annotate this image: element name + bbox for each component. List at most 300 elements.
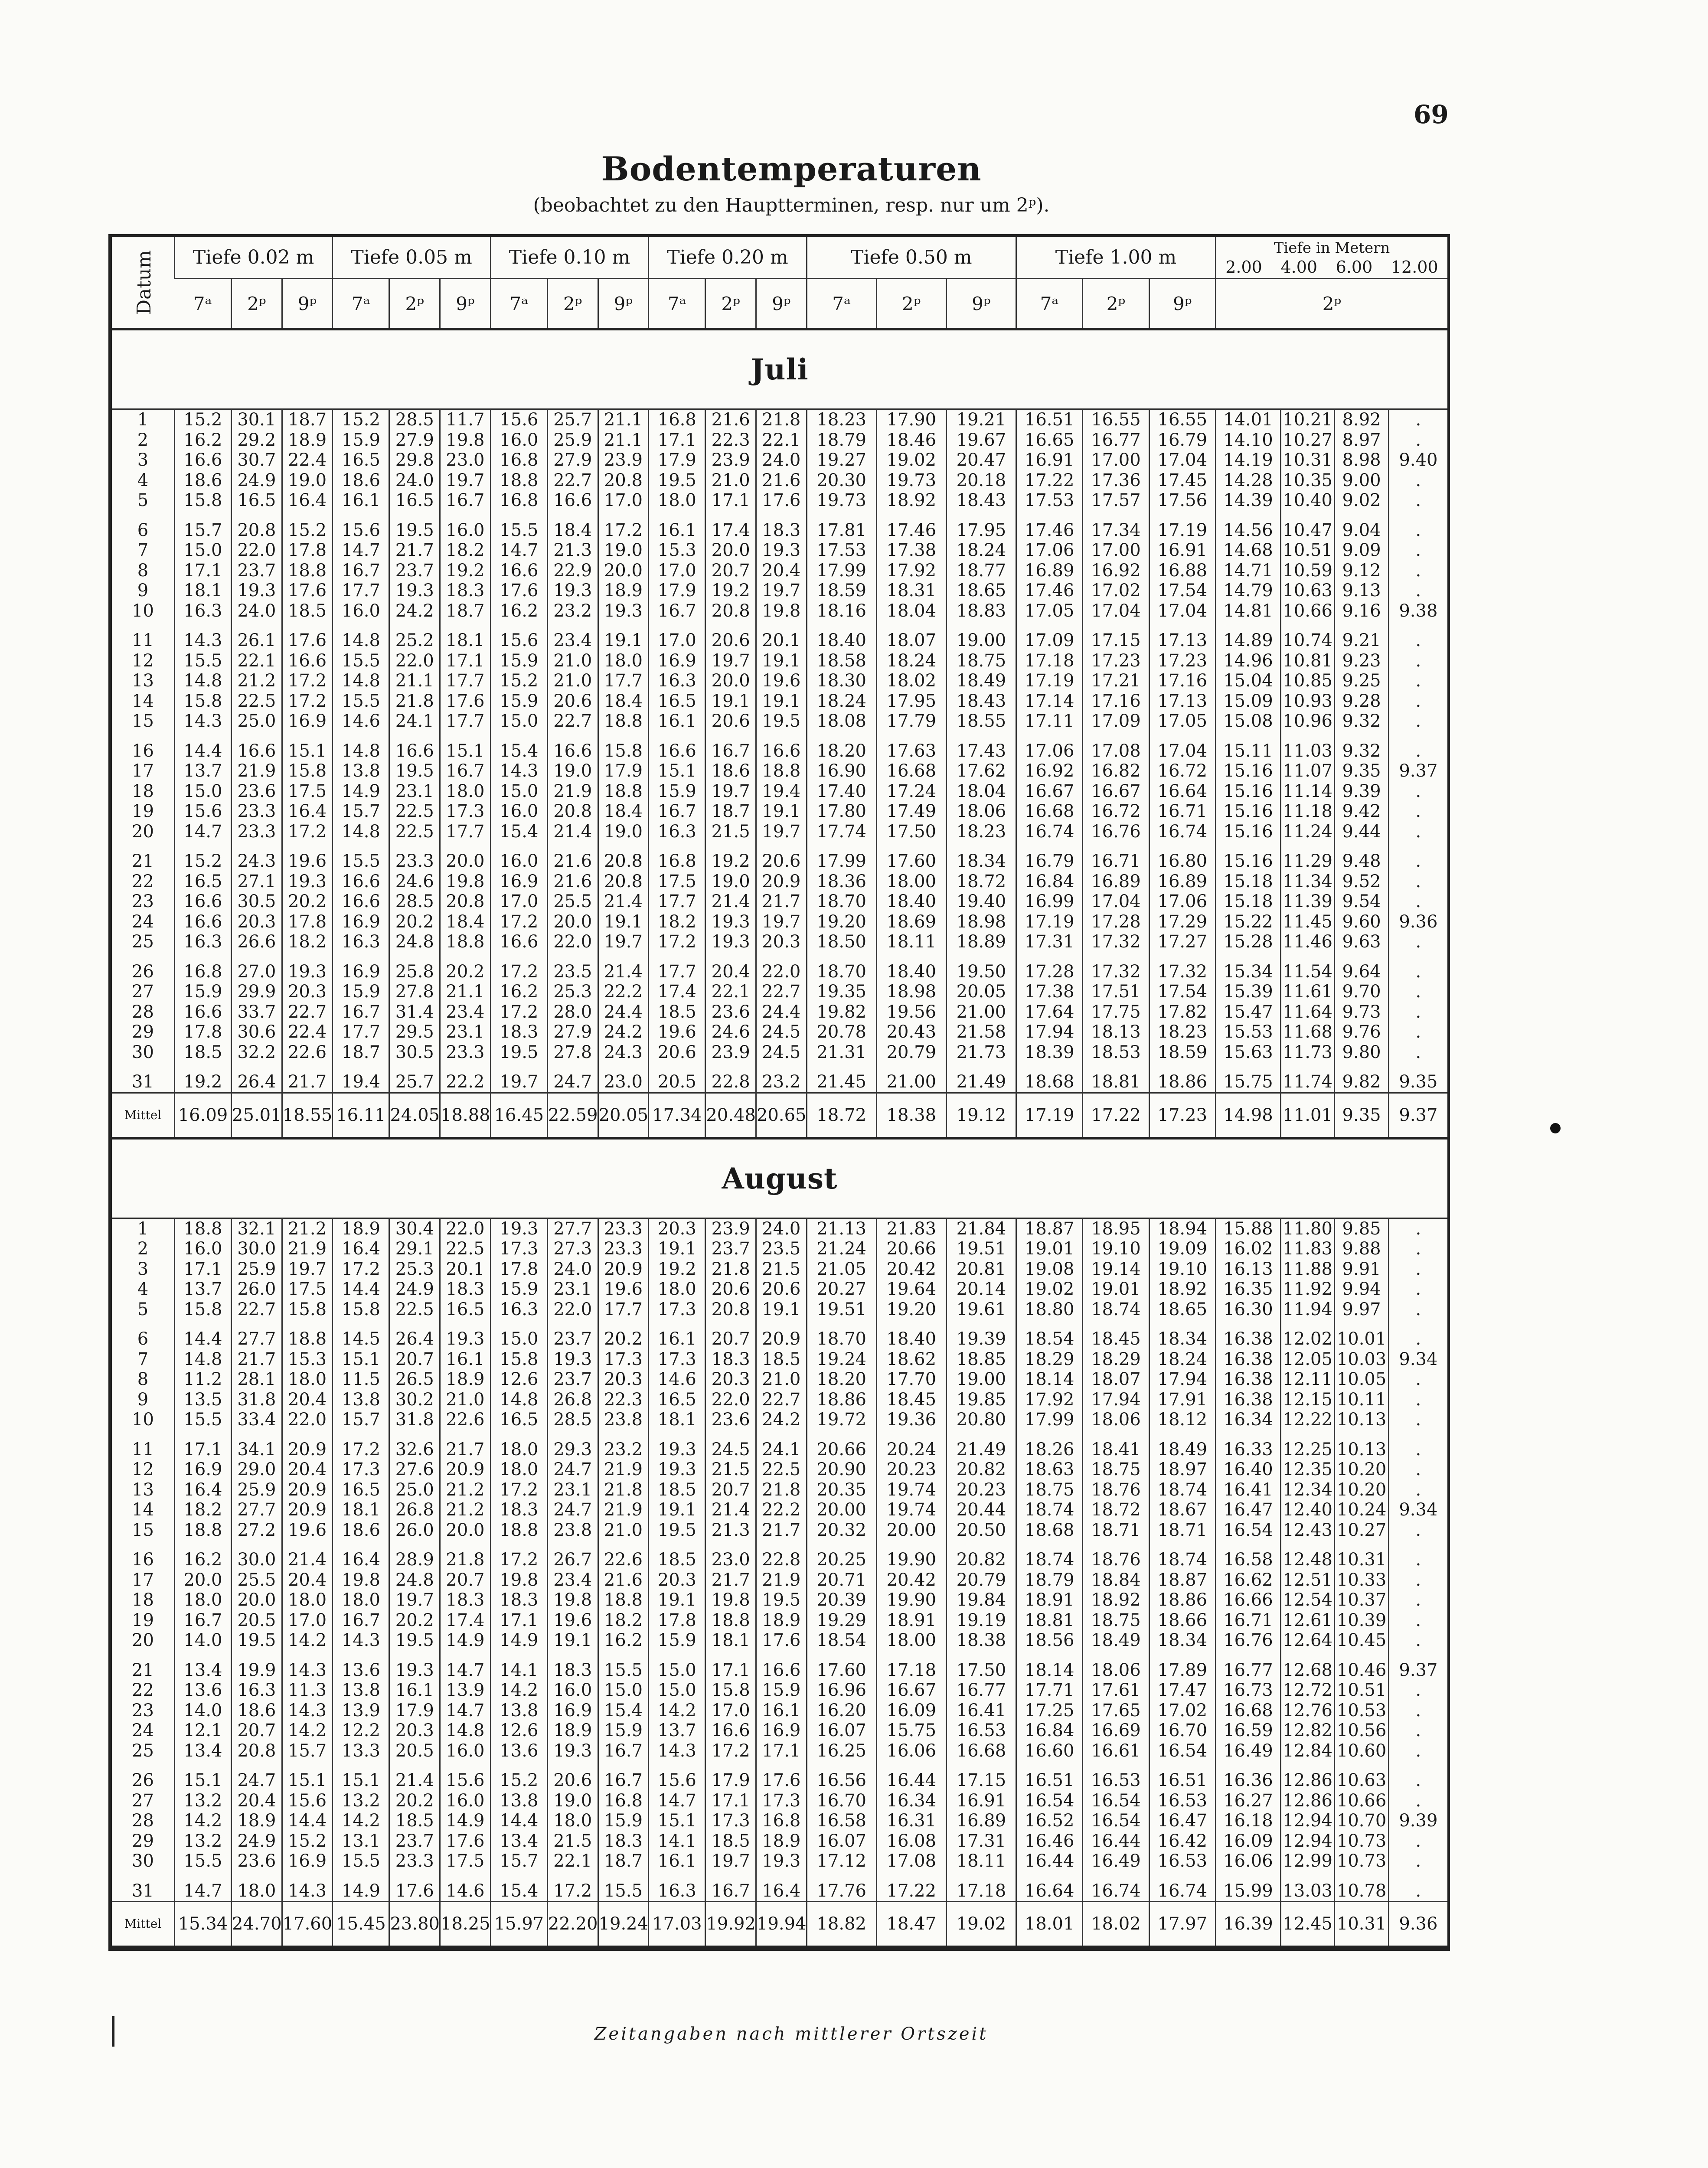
day-cell: 17 — [132, 761, 154, 781]
temp-cell: 18.8 — [598, 711, 649, 731]
temp-cell: 24.5 — [756, 1022, 807, 1042]
temp-cell: 17.56 — [1149, 490, 1215, 511]
deep-temp-cell: 15.04 — [1215, 671, 1280, 691]
deep-temp-cell: 9.88 — [1335, 1239, 1388, 1259]
temp-cell: 19.8 — [705, 1590, 756, 1610]
temp-cell: 18.3 — [756, 511, 807, 541]
deep-temp-cell: 11.29 — [1280, 842, 1334, 872]
temp-cell: 17.7 — [649, 952, 705, 982]
temp-cell: 16.4 — [333, 1239, 389, 1259]
temp-cell: 15.5 — [333, 1851, 389, 1871]
temp-cell: 18.63 — [1016, 1459, 1082, 1480]
temp-cell: 13.6 — [174, 1680, 231, 1701]
temp-cell: 19.19 — [946, 1610, 1016, 1631]
temp-cell: 25.9 — [232, 1259, 282, 1280]
table-row — [112, 1540, 1447, 1570]
temp-cell: 18.84 — [1083, 1570, 1149, 1590]
temp-cell: 16.44 — [876, 1761, 946, 1791]
temp-cell: 21.4 — [705, 1500, 756, 1520]
temp-cell: 21.8 — [440, 1540, 491, 1570]
temp-cell: 18.3 — [490, 1022, 547, 1042]
temp-cell: 21.9 — [232, 761, 282, 781]
temp-cell: 23.4 — [440, 1002, 491, 1022]
temp-cell: 18.62 — [876, 1349, 946, 1370]
temp-cell: 13.9 — [440, 1680, 491, 1701]
temp-cell: 18.4 — [440, 912, 491, 932]
temp-cell: 22.2 — [598, 982, 649, 1002]
temp-cell: 17.1 — [649, 430, 705, 451]
temp-cell: 27.9 — [547, 1022, 598, 1042]
temp-cell: 22.7 — [547, 470, 598, 491]
day-cell: 16 — [132, 741, 154, 761]
temp-cell: 27.8 — [389, 982, 440, 1002]
deep-temp-cell: . — [1388, 1540, 1447, 1570]
temp-cell: 17.90 — [876, 409, 946, 430]
table-row — [112, 651, 1447, 671]
deep-temp-cell: 15.88 — [1215, 1218, 1280, 1239]
deep-temp-cell: 12.48 — [1280, 1540, 1334, 1570]
temp-cell: 16.8 — [649, 409, 705, 430]
temp-cell: 18.6 — [333, 470, 389, 491]
day-cell: 27 — [132, 982, 154, 1002]
temp-cell: 23.0 — [440, 450, 491, 470]
temp-cell: 20.25 — [807, 1540, 876, 1570]
temp-cell: 21.1 — [389, 671, 440, 691]
temp-cell: 19.4 — [333, 1062, 389, 1093]
deep-temp-cell: . — [1388, 430, 1447, 451]
temp-cell: 18.36 — [807, 872, 876, 892]
temp-cell: 15.9 — [490, 1279, 547, 1299]
temp-cell: 21.6 — [705, 409, 756, 430]
temp-cell: 16.74 — [1083, 1871, 1149, 1902]
deep-temp-cell: 16.54 — [1215, 1520, 1280, 1541]
table-row — [112, 1349, 1447, 1370]
table-row — [112, 1811, 1447, 1831]
temp-cell: 22.9 — [547, 561, 598, 581]
temp-cell: 19.50 — [946, 952, 1016, 982]
temp-cell: 16.47 — [1149, 1811, 1215, 1831]
temp-cell: 19.6 — [756, 671, 807, 691]
temp-cell: 19.00 — [946, 621, 1016, 651]
temp-cell: 24.4 — [598, 1002, 649, 1022]
deep-temp-cell: 12.54 — [1280, 1590, 1334, 1610]
temp-cell: 17.2 — [649, 932, 705, 952]
day-cell: 22 — [132, 1680, 154, 1700]
temp-cell: 19.08 — [1016, 1259, 1082, 1280]
temp-cell: 18.08 — [807, 711, 876, 731]
temp-cell: 29.2 — [232, 430, 282, 451]
deep-temp-cell: 15.16 — [1215, 781, 1280, 802]
temp-cell: 17.0 — [490, 891, 547, 912]
temp-cell: 22.0 — [705, 1390, 756, 1410]
temp-cell: 18.9 — [598, 581, 649, 601]
datum-label: Datum — [133, 250, 156, 315]
day-cell: 23 — [132, 1700, 154, 1721]
temp-cell: 17.06 — [1149, 891, 1215, 912]
deep-temp-cell: 9.32 — [1335, 731, 1388, 761]
temp-cell: 19.3 — [756, 1851, 807, 1871]
temp-cell: 26.0 — [232, 1279, 282, 1299]
deep-temp-cell: 12.43 — [1280, 1520, 1334, 1541]
temp-cell: 19.3 — [705, 912, 756, 932]
temp-cell: 20.8 — [232, 1741, 282, 1761]
temp-cell: 28.5 — [389, 891, 440, 912]
temp-cell: 18.74 — [1149, 1480, 1215, 1500]
temp-cell: 18.81 — [1083, 1062, 1149, 1093]
temp-cell: 19.20 — [876, 1299, 946, 1320]
deep-temp-cell: 9.97 — [1335, 1299, 1388, 1320]
deep-temp-cell: . — [1388, 842, 1447, 872]
temp-cell: 17.1 — [705, 1791, 756, 1811]
temp-cell: 23.7 — [547, 1369, 598, 1390]
temp-cell: 16.25 — [807, 1741, 876, 1761]
temp-cell: 17.5 — [440, 1851, 491, 1871]
mean-cell: 23.80 — [389, 1902, 440, 1947]
deep-temp-cell: 11.74 — [1280, 1062, 1334, 1093]
temp-cell: 20.2 — [598, 1319, 649, 1349]
temp-cell: 16.3 — [232, 1680, 282, 1701]
deep-temp-cell: 9.39 — [1335, 781, 1388, 802]
temp-cell: 19.56 — [876, 1002, 946, 1022]
temp-cell: 17.2 — [282, 691, 333, 712]
temp-cell: 15.1 — [333, 1761, 389, 1791]
temp-cell: 23.7 — [705, 1239, 756, 1259]
temp-cell: 16.3 — [174, 932, 231, 952]
temp-cell: 17.49 — [876, 801, 946, 822]
temp-cell: 17.09 — [1083, 711, 1149, 731]
temp-cell: 16.67 — [876, 1680, 946, 1701]
temp-cell: 16.6 — [333, 891, 389, 912]
temp-cell: 18.68 — [1016, 1062, 1082, 1093]
temp-cell: 15.0 — [649, 1651, 705, 1681]
temp-cell: 16.9 — [282, 1851, 333, 1871]
table-row — [112, 691, 1447, 712]
temp-cell: 19.3 — [389, 1651, 440, 1681]
temp-cell: 23.0 — [598, 1062, 649, 1093]
deep-temp-cell: 16.77 — [1215, 1651, 1280, 1681]
temp-cell: 14.5 — [333, 1319, 389, 1349]
temp-cell: 17.28 — [1016, 952, 1082, 982]
temp-cell: 17.2 — [705, 1741, 756, 1761]
mean-cell: 25.01 — [232, 1093, 282, 1138]
temp-cell: 15.8 — [490, 1349, 547, 1370]
temp-cell: 15.4 — [490, 822, 547, 842]
temp-cell: 21.31 — [807, 1042, 876, 1063]
temp-cell: 18.91 — [1016, 1590, 1082, 1610]
temp-cell: 14.6 — [333, 711, 389, 731]
temp-cell: 16.1 — [649, 1851, 705, 1871]
mean-cell: 12.45 — [1280, 1902, 1334, 1947]
temp-cell: 16.53 — [946, 1721, 1016, 1741]
temp-cell: 21.7 — [282, 1062, 333, 1093]
deep-temp-cell: 9.94 — [1335, 1279, 1388, 1299]
temp-cell: 20.82 — [946, 1540, 1016, 1570]
temp-cell: 19.7 — [598, 932, 649, 952]
temp-cell: 18.49 — [1149, 1430, 1215, 1460]
temp-cell: 16.5 — [440, 1299, 491, 1320]
temp-cell: 14.4 — [333, 1279, 389, 1299]
temp-cell: 22.0 — [389, 651, 440, 671]
table-row — [112, 1299, 1447, 1320]
deep-temp-cell: 10.24 — [1335, 1500, 1388, 1520]
temp-cell: 19.24 — [807, 1349, 876, 1370]
deep-temp-cell: 9.64 — [1335, 952, 1388, 982]
temp-cell: 14.0 — [174, 1701, 231, 1721]
time-header: 7ᵃ — [333, 279, 389, 330]
deep-group-header — [1215, 237, 1447, 279]
temp-cell: 18.8 — [598, 781, 649, 802]
temp-cell: 17.94 — [1016, 1022, 1082, 1042]
temp-cell: 24.7 — [547, 1459, 598, 1480]
temp-cell: 16.5 — [649, 1390, 705, 1410]
deep-temp-cell: 9.82 — [1335, 1062, 1388, 1093]
temp-cell: 19.02 — [876, 450, 946, 470]
temp-cell: 17.1 — [490, 1610, 547, 1631]
time-header: 9ᵖ — [598, 279, 649, 330]
deep-temp-cell: . — [1388, 1042, 1447, 1063]
table-row — [112, 1570, 1447, 1590]
temp-cell: 18.2 — [598, 1610, 649, 1631]
deep-temp-cell: . — [1388, 1022, 1447, 1042]
mean-cell: 19.02 — [946, 1902, 1016, 1947]
deep-temp-cell: . — [1388, 1630, 1447, 1651]
temp-cell: 16.3 — [649, 1871, 705, 1902]
temp-cell: 18.4 — [598, 691, 649, 712]
temp-cell: 14.2 — [282, 1630, 333, 1651]
temp-cell: 21.5 — [705, 822, 756, 842]
temp-cell: 17.54 — [1149, 581, 1215, 601]
temp-cell: 18.92 — [1083, 1590, 1149, 1610]
temp-cell: 18.16 — [807, 601, 876, 621]
temp-cell: 19.7 — [440, 470, 491, 491]
deep-temp-cell: 9.00 — [1335, 470, 1388, 491]
temp-cell: 19.5 — [756, 711, 807, 731]
temp-cell: 19.5 — [389, 761, 440, 781]
temp-cell: 14.3 — [174, 621, 231, 651]
temp-cell: 18.29 — [1016, 1349, 1082, 1370]
table-row — [112, 601, 1447, 621]
temp-cell: 17.82 — [1149, 1002, 1215, 1022]
temp-cell: 15.9 — [490, 651, 547, 671]
deep-temp-cell: 13.03 — [1280, 1871, 1334, 1902]
temp-cell: 15.0 — [490, 711, 547, 731]
deep-temp-cell: 10.05 — [1335, 1369, 1388, 1390]
temp-cell: 17.7 — [598, 671, 649, 691]
temp-cell: 19.39 — [946, 1319, 1016, 1349]
temp-cell: 19.40 — [946, 891, 1016, 912]
temp-cell: 19.5 — [756, 1590, 807, 1610]
temp-cell: 24.6 — [705, 1022, 756, 1042]
temp-cell: 11.3 — [282, 1680, 333, 1701]
temp-cell: 20.42 — [876, 1570, 946, 1590]
temp-cell: 15.7 — [174, 511, 231, 541]
table-row — [112, 470, 1447, 491]
deep-temp-cell: . — [1388, 781, 1447, 802]
time-header: 7ᵃ — [807, 279, 876, 330]
temp-cell: 23.6 — [705, 1410, 756, 1430]
temp-cell: 16.54 — [1083, 1791, 1149, 1811]
deep-temp-cell: . — [1388, 1259, 1447, 1280]
deep-temp-cell: 12.64 — [1280, 1630, 1334, 1651]
temp-cell: 15.5 — [174, 651, 231, 671]
temp-cell: 21.00 — [876, 1062, 946, 1093]
temp-cell: 20.35 — [807, 1480, 876, 1500]
temp-cell: 18.3 — [705, 1349, 756, 1370]
temp-cell: 20.7 — [705, 1480, 756, 1500]
temp-cell: 19.73 — [876, 470, 946, 491]
deep-temp-cell: . — [1388, 1218, 1447, 1239]
deep-temp-cell: 9.52 — [1335, 872, 1388, 892]
temp-cell: 21.4 — [705, 891, 756, 912]
deep-temp-cell: 10.56 — [1335, 1721, 1388, 1741]
temp-cell: 17.06 — [1016, 731, 1082, 761]
temp-cell: 16.91 — [1149, 540, 1215, 561]
mean-cell: 16.39 — [1215, 1902, 1280, 1947]
temp-cell: 16.9 — [649, 651, 705, 671]
temp-cell: 16.56 — [807, 1761, 876, 1791]
mean-cell: 19.94 — [756, 1902, 807, 1947]
mean-label: Mittel — [112, 1902, 174, 1947]
temp-cell: 16.44 — [1016, 1851, 1082, 1871]
temp-cell: 16.6 — [174, 450, 231, 470]
temp-cell: 18.66 — [1149, 1610, 1215, 1631]
temp-cell: 18.3 — [547, 1651, 598, 1681]
temp-cell: 16.9 — [547, 1701, 598, 1721]
temp-cell: 18.74 — [1016, 1500, 1082, 1520]
temp-cell: 16.6 — [547, 731, 598, 761]
temp-cell: 16.91 — [1016, 450, 1082, 470]
temp-cell: 19.8 — [756, 601, 807, 621]
temp-cell: 12.2 — [333, 1721, 389, 1741]
temp-cell: 17.7 — [649, 891, 705, 912]
temp-cell: 18.97 — [1149, 1459, 1215, 1480]
temp-cell: 18.86 — [1149, 1062, 1215, 1093]
temp-cell: 18.9 — [440, 1369, 491, 1390]
temp-cell: 16.8 — [490, 450, 547, 470]
temp-cell: 18.75 — [1083, 1459, 1149, 1480]
day-cell: 13 — [132, 1479, 154, 1500]
deep-temp-cell: 10.45 — [1335, 1630, 1388, 1651]
temp-cell: 17.95 — [946, 511, 1016, 541]
temp-cell: 15.9 — [174, 982, 231, 1002]
day-cell: 21 — [132, 1660, 154, 1680]
temp-cell: 18.5 — [649, 1480, 705, 1500]
temp-cell: 17.00 — [1083, 450, 1149, 470]
temp-cell: 29.5 — [389, 1022, 440, 1042]
deep-temp-cell: 9.34 — [1388, 1500, 1447, 1520]
table-row — [112, 1651, 1447, 1681]
temp-cell: 19.1 — [649, 1500, 705, 1520]
temp-cell: 16.99 — [1016, 891, 1082, 912]
temp-cell: 16.68 — [876, 761, 946, 781]
temp-cell: 19.0 — [598, 822, 649, 842]
temp-cell: 23.3 — [598, 1239, 649, 1259]
temp-cell: 18.75 — [1083, 1610, 1149, 1631]
temp-cell: 24.9 — [389, 1279, 440, 1299]
temp-cell: 15.0 — [598, 1680, 649, 1701]
temp-cell: 17.65 — [1083, 1701, 1149, 1721]
mean-cell: 15.45 — [333, 1902, 389, 1947]
mean-cell: 24.70 — [232, 1902, 282, 1947]
deep-temp-cell: 10.39 — [1335, 1610, 1388, 1631]
temp-cell: 17.81 — [807, 511, 876, 541]
temp-cell: 21.05 — [807, 1259, 876, 1280]
deep-temp-cell: 9.23 — [1335, 651, 1388, 671]
temp-cell: 13.3 — [333, 1741, 389, 1761]
temp-cell: 16.6 — [756, 731, 807, 761]
temp-cell: 20.05 — [946, 982, 1016, 1002]
temp-cell: 21.73 — [946, 1042, 1016, 1063]
temp-cell: 23.9 — [598, 450, 649, 470]
temp-cell: 21.1 — [598, 409, 649, 430]
temp-cell: 17.04 — [1149, 601, 1215, 621]
temp-cell: 16.1 — [333, 490, 389, 511]
temp-cell: 20.00 — [876, 1520, 946, 1541]
temp-cell: 19.90 — [876, 1590, 946, 1610]
temp-cell: 16.07 — [807, 1831, 876, 1851]
temp-cell: 20.3 — [705, 1369, 756, 1390]
temp-cell: 15.8 — [282, 761, 333, 781]
temp-cell: 19.27 — [807, 450, 876, 470]
temp-cell: 18.77 — [946, 561, 1016, 581]
group-header: Tiefe 0.50 m — [807, 237, 1016, 279]
temp-cell: 16.9 — [333, 912, 389, 932]
temp-cell: 16.92 — [1083, 561, 1149, 581]
deep-temp-cell: 12.51 — [1280, 1570, 1334, 1590]
temp-cell: 19.82 — [807, 1002, 876, 1022]
deep-temp-cell: 16.38 — [1215, 1319, 1280, 1349]
temp-cell: 18.8 — [756, 761, 807, 781]
time-header: 9ᵖ — [440, 279, 491, 330]
temp-cell: 18.74 — [1149, 1540, 1215, 1570]
deep-temp-cell: 11.92 — [1280, 1279, 1334, 1299]
temp-cell: 19.6 — [649, 1022, 705, 1042]
temp-cell: 16.1 — [649, 511, 705, 541]
deep-temp-cell: 10.01 — [1335, 1319, 1388, 1349]
time-header: 2ᵖ — [232, 279, 282, 330]
deep-temp-cell: 14.89 — [1215, 621, 1280, 651]
temp-cell: 24.7 — [547, 1500, 598, 1520]
temp-cell: 20.6 — [649, 1042, 705, 1063]
day-cell: 12 — [132, 1459, 154, 1479]
temp-cell: 27.0 — [232, 952, 282, 982]
mean-cell: 18.02 — [1083, 1902, 1149, 1947]
temp-cell: 20.5 — [389, 1741, 440, 1761]
temp-cell: 21.58 — [946, 1022, 1016, 1042]
temp-cell: 16.67 — [1083, 781, 1149, 802]
temp-cell: 15.0 — [649, 1680, 705, 1701]
temp-cell: 18.06 — [946, 801, 1016, 822]
deep-temp-cell: 14.81 — [1215, 601, 1280, 621]
temp-cell: 14.2 — [490, 1680, 547, 1701]
temp-cell: 16.89 — [946, 1811, 1016, 1831]
temp-cell: 30.6 — [232, 1022, 282, 1042]
deep-temp-cell: . — [1388, 1410, 1447, 1430]
deep-temp-cell: 9.60 — [1335, 912, 1388, 932]
temp-cell: 18.23 — [1149, 1022, 1215, 1042]
temp-cell: 17.3 — [490, 1239, 547, 1259]
deep-temp-cell: . — [1388, 561, 1447, 581]
temp-cell: 15.4 — [490, 1871, 547, 1902]
day-cell: 30 — [132, 1042, 154, 1062]
table-row — [112, 409, 1447, 430]
deep-temp-cell: 14.19 — [1215, 450, 1280, 470]
temp-cell: 23.9 — [705, 1042, 756, 1063]
day-cell: 20 — [132, 1630, 154, 1650]
temp-cell: 15.8 — [174, 490, 231, 511]
table-row — [112, 1851, 1447, 1871]
temp-cell: 16.6 — [389, 731, 440, 761]
